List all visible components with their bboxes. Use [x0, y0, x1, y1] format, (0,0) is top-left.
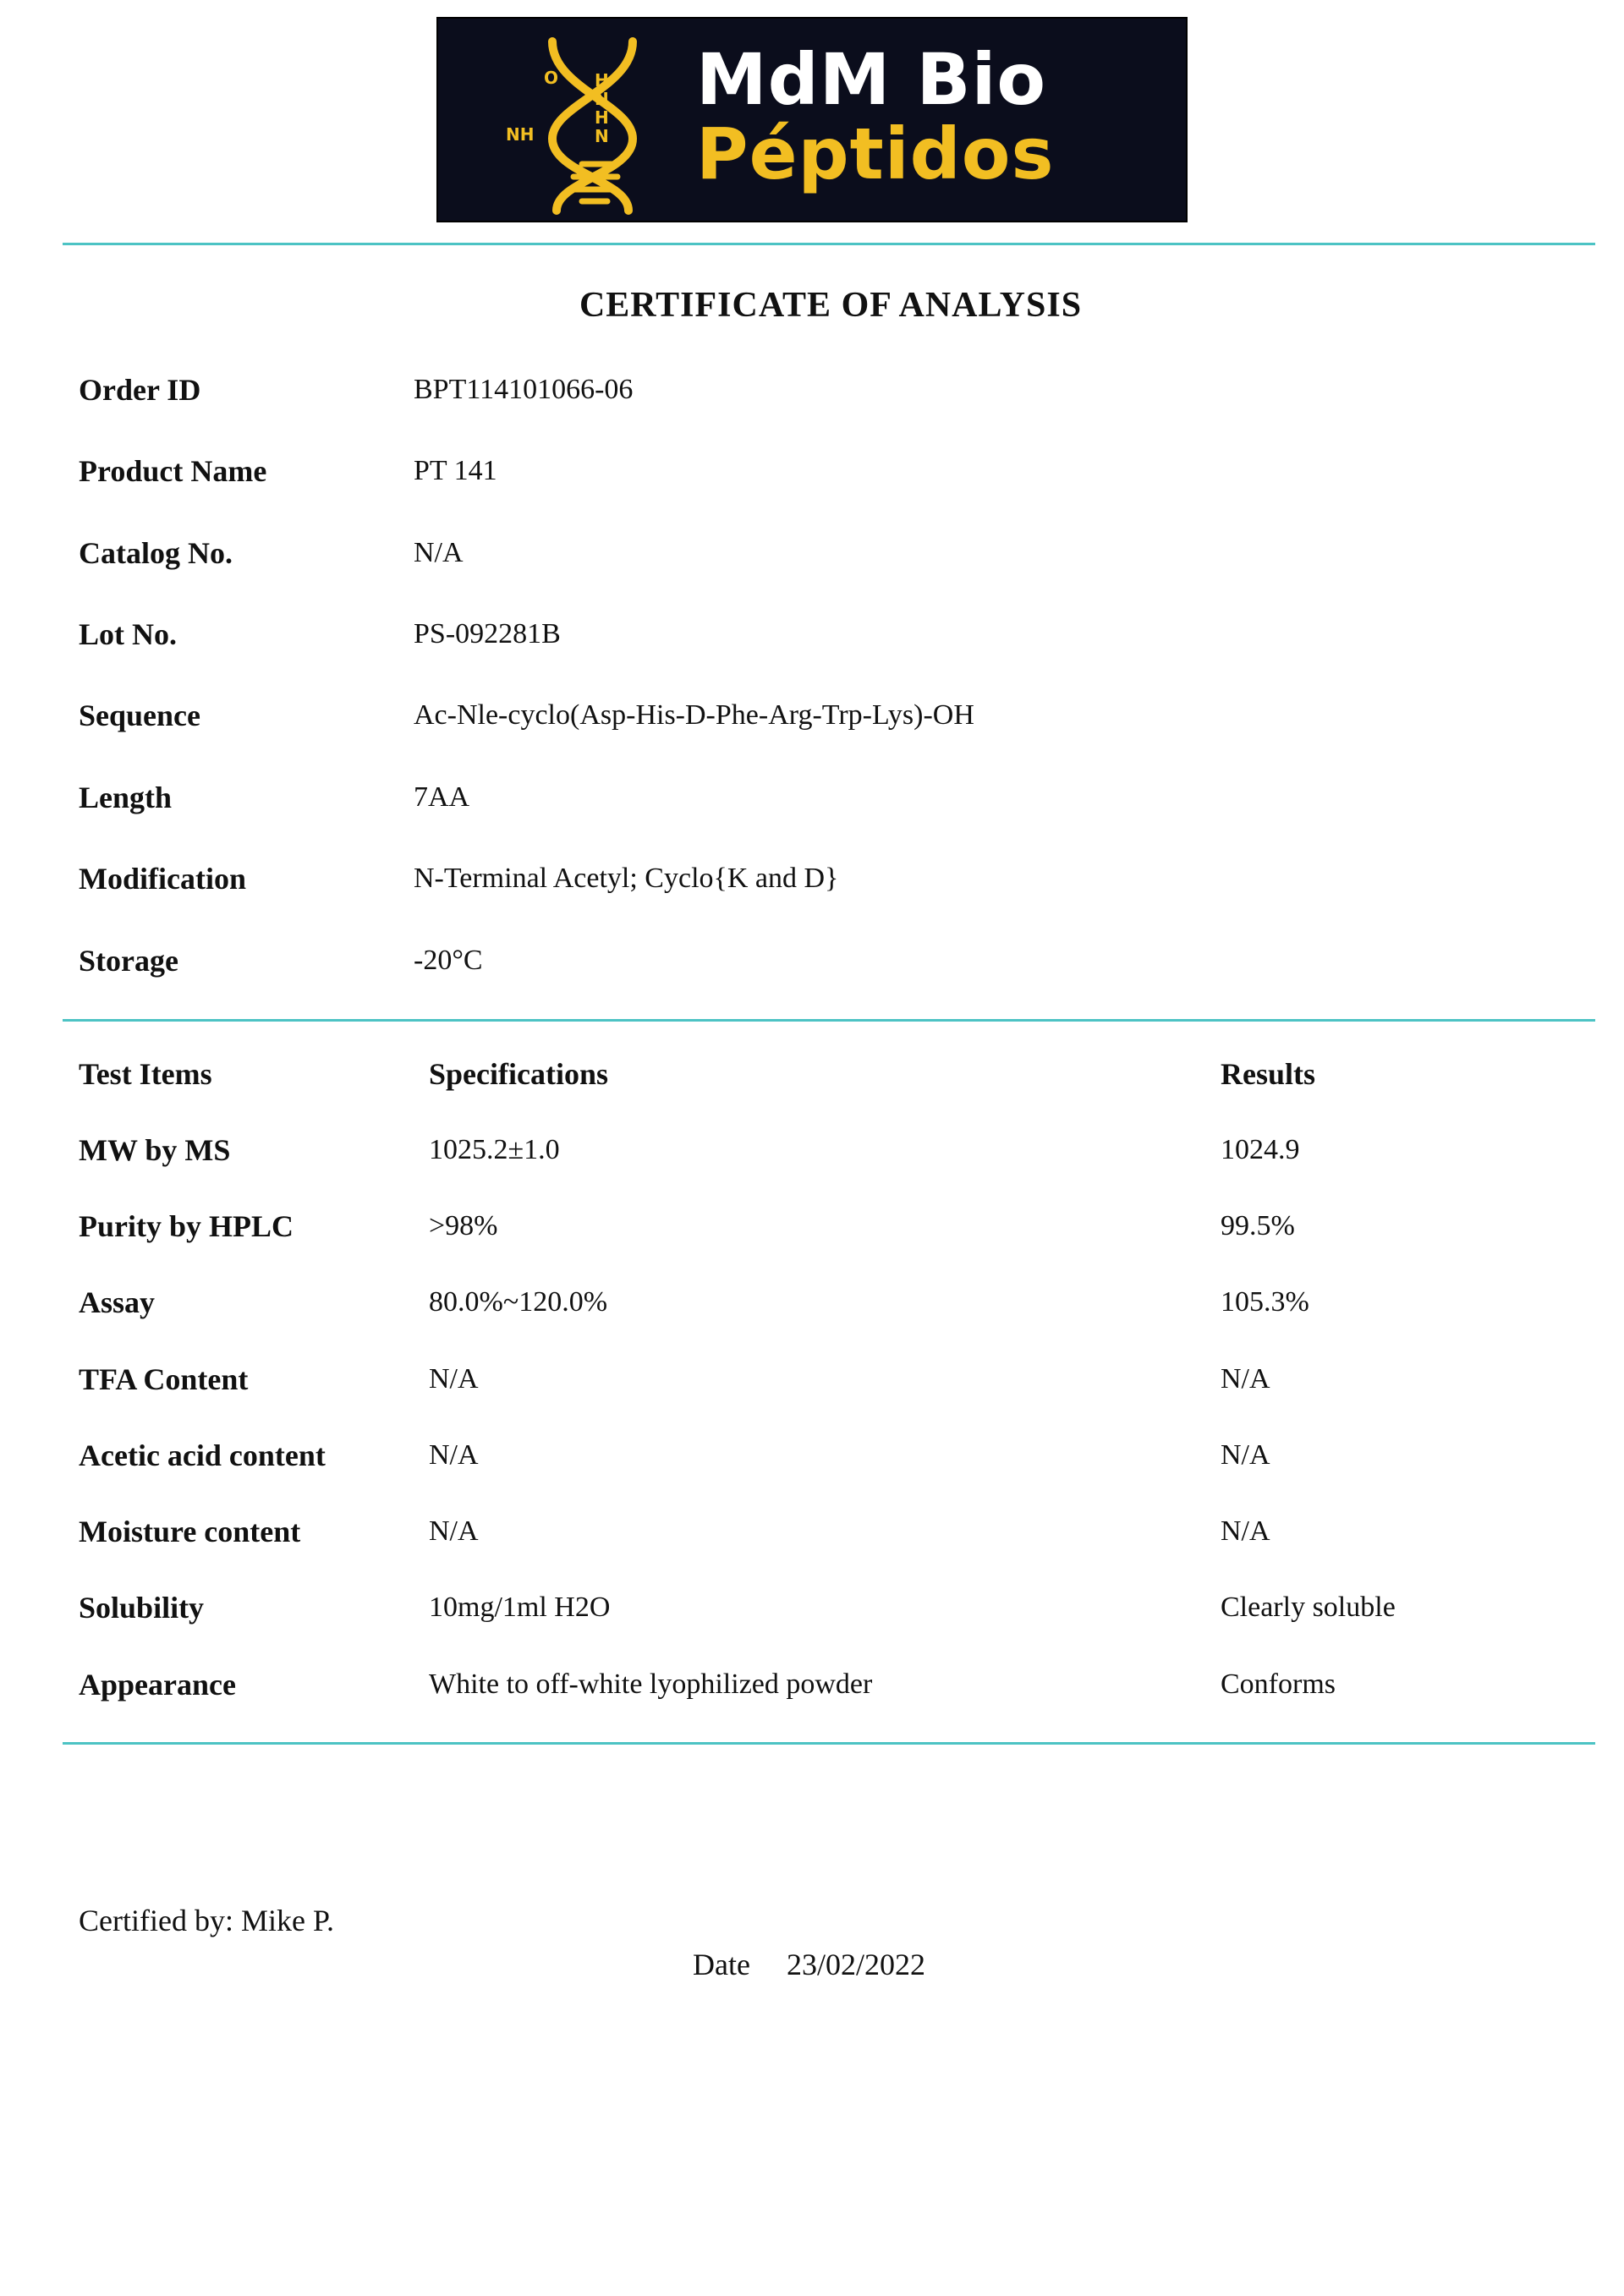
test-result: N/A	[1221, 1363, 1270, 1395]
info-value-length: 7AA	[414, 781, 470, 813]
info-value-order-id: BPT114101066-06	[414, 374, 634, 405]
header-specifications: Specifications	[429, 1057, 608, 1091]
middle-divider	[63, 1019, 1595, 1022]
test-item-label: Acetic acid content	[79, 1438, 326, 1472]
logo-line-1: MdM Bio	[696, 38, 1047, 121]
test-spec: >98%	[429, 1210, 498, 1241]
info-value-catalog-no: N/A	[414, 537, 464, 568]
test-result: 99.5%	[1221, 1210, 1295, 1241]
test-result: 105.3%	[1221, 1286, 1309, 1318]
test-result: Clearly soluble	[1221, 1592, 1396, 1623]
test-item-label: Assay	[79, 1285, 156, 1319]
test-item-label: MW by MS	[79, 1133, 231, 1167]
info-value-storage: -20°C	[414, 945, 483, 976]
info-value-product-name: PT 141	[414, 455, 497, 486]
info-label-modification: Modification	[79, 862, 246, 896]
info-value-modification: N-Terminal Acetyl; Cyclo{K and D}	[414, 863, 839, 894]
info-label-catalog-no: Catalog No.	[79, 536, 233, 570]
test-item-label: TFA Content	[79, 1362, 249, 1396]
date-value: 23/02/2022	[787, 1948, 926, 1981]
logo-chem-h2: H	[595, 107, 609, 128]
info-value-lot-no: PS-092281B	[414, 618, 561, 649]
info-value-sequence: Ac-Nle-cyclo(Asp-His-D-Phe-Arg-Trp-Lys)-OH	[414, 699, 974, 731]
top-divider	[63, 243, 1595, 245]
test-result: Conforms	[1221, 1669, 1336, 1700]
brand-logo	[436, 17, 1188, 222]
logo-chem-n1: N	[595, 89, 609, 109]
test-spec: White to off-white lyophilized powder	[429, 1669, 873, 1700]
header-results: Results	[1221, 1057, 1316, 1091]
logo-chem-h1: H	[595, 70, 609, 90]
header-test-items: Test Items	[79, 1057, 212, 1091]
logo-line-2: Péptidos	[696, 112, 1055, 195]
test-item-label: Solubility	[79, 1591, 205, 1625]
certified-by: Certified by: Mike P.	[79, 1904, 334, 1937]
info-label-storage: Storage	[79, 944, 178, 978]
test-spec: N/A	[429, 1439, 479, 1471]
test-result: N/A	[1221, 1515, 1270, 1547]
test-result: 1024.9	[1221, 1134, 1300, 1165]
test-item-label: Moisture content	[79, 1515, 301, 1548]
test-spec: 10mg/1ml H2O	[429, 1592, 611, 1623]
dna-helix-icon	[506, 29, 675, 215]
info-label-lot-no: Lot No.	[79, 617, 177, 651]
date-label: Date	[693, 1948, 750, 1981]
logo-chem-n2: N	[595, 126, 609, 146]
bottom-divider	[63, 1742, 1595, 1745]
info-label-order-id: Order ID	[79, 373, 201, 407]
test-spec: N/A	[429, 1515, 479, 1547]
info-label-product-name: Product Name	[79, 454, 267, 488]
test-spec: 1025.2±1.0	[429, 1134, 560, 1165]
test-item-label: Appearance	[79, 1668, 236, 1701]
logo-chem-o: O	[544, 68, 559, 88]
info-label-length: Length	[79, 781, 173, 814]
document-title: CERTIFICATE OF ANALYSIS	[579, 286, 1083, 325]
test-item-label: Purity by HPLC	[79, 1209, 294, 1243]
test-spec: N/A	[429, 1363, 479, 1395]
logo-chem-nh: NH	[506, 124, 535, 145]
test-spec: 80.0%~120.0%	[429, 1286, 608, 1318]
info-label-sequence: Sequence	[79, 699, 200, 732]
test-result: N/A	[1221, 1439, 1270, 1471]
